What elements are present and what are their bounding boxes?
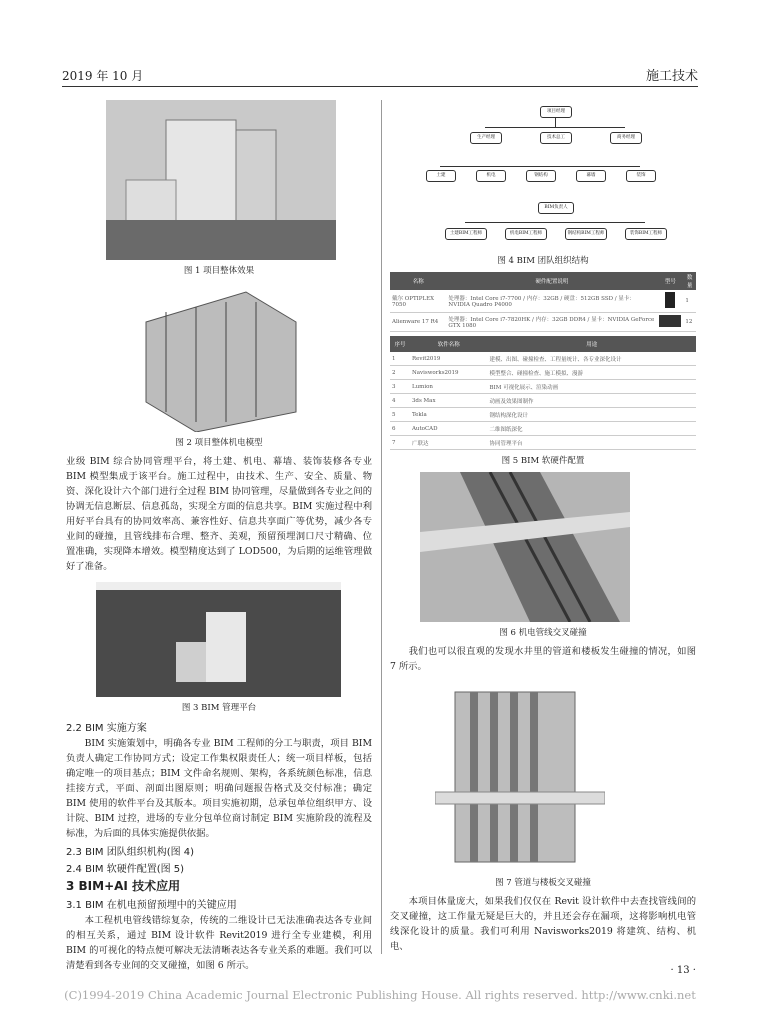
sw-header-no: 序号 [390, 336, 410, 352]
table-row: 1 Revit2019 建模、出图、碰撞检查、工程量统计、各专业深化设计 [390, 352, 696, 366]
left-paragraph-2: BIM 实施策划中，明确各专业 BIM 工程师的分工与职责，项目 BIM 负责人确定工作协同方式；设定工作集权限责任人；统一项目样板，包括确定唯一的项目基点；BIM 文件命名规则、架构，各系统颜色标准，信息挂接方式，平面、剖面出图原则；明确问题报告格式及交付标准；确定 BIM 使用的软件平台及其版本。项目实施初期，总承包单位组织甲方、设计院、BIM 过控，进场的专业分包单位商讨制定 BIM 实施阶段的流程及标准，为后面的具体实施提供依据。 [66, 738, 372, 839]
org-l5-1: 机电BIM工程师 [505, 228, 547, 240]
org-l3-1: 机电 [476, 170, 506, 182]
org-l2-0: 生产经理 [470, 132, 502, 144]
table-row: Alienware 17 R4 处理器：Intel Core i7-7820HK / 内存：32GB DDR4 / 显卡：NVIDIA GeForce GTX 1080 12 [390, 313, 696, 332]
software-table [390, 336, 696, 450]
page-header [62, 62, 698, 87]
org-l3-0: 土建 [426, 170, 456, 182]
org-l5-3: 装饰BIM工程师 [625, 228, 667, 240]
right-paragraph-2: 本项目体量庞大，如果我们仅仅在 Revit 设计软件中去查找管线间的交叉碰撞，这工作量无疑是巨大的，并且还会存在漏项，这将影响机电管线深化设计的质量。我们可利用 Navisworks2019 将建筑、结构、机电、 [390, 896, 696, 952]
hw-header-qty: 数量 [683, 272, 696, 290]
desktop-pc-icon [665, 292, 675, 308]
org-l3-2: 钢结构 [526, 170, 556, 182]
column-divider [381, 100, 382, 954]
mep-model-image [136, 282, 306, 432]
hw-header-name: 名称 [390, 272, 446, 290]
figure-2-caption: 图 2 项目整体机电模型 [175, 438, 263, 448]
left-column [66, 100, 372, 973]
left-paragraph-3: 本工程机电管线错综复杂，传统的二维设计已无法准确表达各专业间的相互关系，通过 BIM 设计软件 Revit2019 进行全专业建模，利用 BIM 的可视化的特点便可解决无法清晰表达各专业关系的难题。我们可以清楚看到各专业间的交叉碰撞，如图 6 所示。 [66, 915, 372, 971]
table-row: 5 Tekla 钢结构深化设计 [390, 408, 696, 422]
section-2-4-heading: 2.4 BIM 软硬件配置(图 5) [66, 864, 185, 875]
table-row: 6 AutoCAD 二维图纸深化 [390, 422, 696, 436]
hw-header-spec: 硬件配置说明 [446, 272, 657, 290]
pipe-clash-image [420, 472, 630, 622]
figure-5-caption: 图 5 BIM 软硬件配置 [501, 456, 585, 466]
header-date: 2019 年 10 月 [62, 69, 144, 83]
pipe-slab-clash-image [435, 682, 605, 872]
org-l3-3: 幕墙 [576, 170, 606, 182]
project-rendering-image [106, 100, 336, 260]
org-l4: BIM负责人 [538, 202, 574, 214]
figure-3-caption: 图 3 BIM 管理平台 [181, 703, 257, 713]
table-row: 戴尔 OPTIPLEX 7050 处理器：Intel Core i7-7700 / 内存：32GB / 硬盘：512GB SSD / 显卡：NVIDIA Quadro P4000 1 [390, 290, 696, 313]
laptop-icon [659, 315, 681, 327]
table-row: 2 Navisworks2019 模型整合、碰撞检查、施工模拟、漫游 [390, 366, 696, 380]
page-number: · 13 · [670, 965, 696, 976]
org-top: 项目经理 [540, 106, 572, 118]
org-chart [390, 100, 696, 250]
table-row: 3 Lumion BIM 可视化展示、渲染动画 [390, 380, 696, 394]
sw-header-use: 用途 [487, 336, 696, 352]
org-l5-2: 钢结构BIM工程师 [565, 228, 607, 240]
left-paragraph-1: 业级 BIM 综合协同管理平台，将土建、机电、幕墙、装饰装修各专业 BIM 模型集成于该平台。施工过程中，由技术、生产、安全、质量、物资、深化设计六个部门进行全过程 BIM 协同管理，尽量做到各专业之间的协调无信息断层、信息孤岛，实现全方面的信息共享。BIM 实施过程中利用好平台具有的协同效率高、兼容性好、信息共享面广等优势，减少各专业间的碰撞，且管线排布合理、整齐、美观，预留预埋洞口尺寸精确、位置准确，实现降本增效。模型精度达到了 LOD500，为后期的运维管理做好了准备。 [66, 456, 372, 572]
hardware-table [390, 272, 696, 332]
figure-4-caption: 图 4 BIM 团队组织结构 [497, 256, 589, 266]
org-l2-1: 技术总工 [540, 132, 572, 144]
figure-7-caption: 图 7 管道与楼板交叉碰撞 [495, 878, 591, 888]
org-l2-2: 商务经理 [610, 132, 642, 144]
org-l5-0: 土建BIM工程师 [445, 228, 487, 240]
sw-header-name: 软件名称 [410, 336, 488, 352]
copyright-notice: (C)1994-2019 China Academic Journal Electronic Publishing House. All rights reserved. http://www.cnki.net [64, 988, 696, 1002]
journal-name: 施工技术 [645, 69, 698, 84]
section-2-3-heading: 2.3 BIM 团队组织机构(图 4) [66, 847, 195, 858]
section-3-1-heading: 3.1 BIM 在机电预留预埋中的关键应用 [66, 900, 237, 911]
right-paragraph-1: 我们也可以很直观的发现水井里的管道和楼板发生碰撞的情况，如图 7 所示。 [390, 646, 696, 672]
hw-header-model: 型号 [657, 272, 683, 290]
org-l3-4: 装饰 [626, 170, 656, 182]
bim-platform-screenshot [96, 582, 341, 697]
right-column [390, 100, 696, 954]
section-3-heading: 3 BIM+AI 技术应用 [66, 879, 181, 893]
table-row: 7 广联达 协同管理平台 [390, 436, 696, 450]
figure-1-caption: 图 1 项目整体效果 [183, 266, 255, 276]
section-2-2-heading: 2.2 BIM 实施方案 [66, 723, 147, 734]
table-row: 4 3ds Max 动画及效果图制作 [390, 394, 696, 408]
figure-6-caption: 图 6 机电管线交叉碰撞 [499, 628, 587, 638]
